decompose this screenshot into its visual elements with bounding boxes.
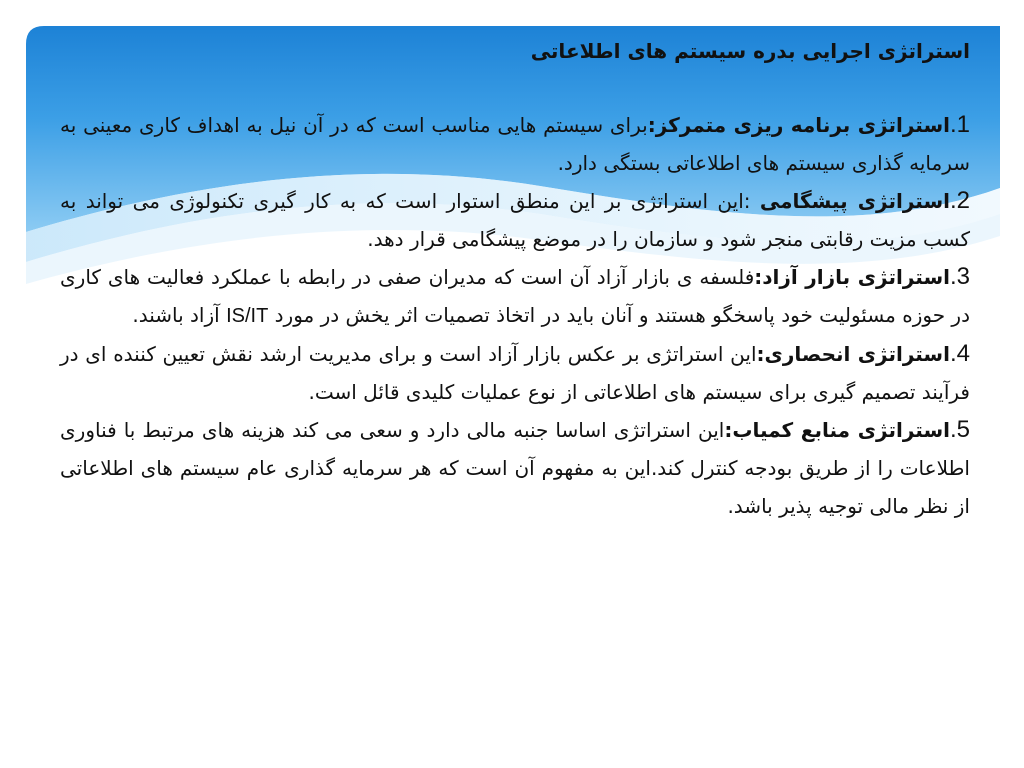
item-label: استراتژی پیشگامی — [759, 189, 950, 213]
slide-title: استراتژی اجرایی بدره سیستم های اطلاعاتی — [530, 39, 970, 63]
item-label: استراتژی برنامه ریزی متمرکز: — [647, 113, 950, 137]
list-item — [60, 106, 970, 182]
is-it-term: IS/IT — [226, 305, 269, 327]
item-number: 4. — [949, 340, 970, 367]
item-text: برای سیستم هایی مناسب است که در آن نیل به اهداف کاری معینی به سرمایه گذاری سیستم های اطلاعاتی بستگی دارد. — [60, 113, 970, 175]
item-number: 5. — [949, 416, 970, 443]
item-text: این استراتژی بر عکس بازار آزاد است و برای مدیریت ارشد نقش تعیین کننده ای در فرآیند تصمیم گیری برای سیستم های اطلاعاتی از نوع عملیات کلیدی قائل است. — [60, 342, 970, 404]
item-label: استراتژی منابع کمیاب: — [724, 418, 950, 442]
list-item — [60, 335, 970, 411]
item-number: 3. — [949, 263, 970, 290]
list-item — [60, 182, 970, 258]
item-text: :این استراتژی بر این منطق استوار است که به کار گیری تکنولوژی می تواند به کسب مزیت رقابتی منجر شود و سازمان را در موضع پیشگامی قرار دهد. — [60, 189, 970, 251]
item-text: فلسفه ی بازار آزاد آن است که مدیران صفی در رابطه با عملکرد فعالیت های کاری در حوزه مسئولیت خود پاسخگو هستند و آنان باید در اتخاذ تصمیات اثر یخش در مورد — [60, 265, 970, 327]
item-label: استراتژی انحصاری: — [756, 342, 950, 366]
item-label: استراتژی بازار آزاد: — [754, 265, 950, 289]
list-item — [60, 411, 970, 525]
list-item — [60, 258, 970, 335]
item-number: 1. — [949, 111, 970, 138]
slide-content — [60, 32, 970, 525]
item-text: این استراتژی اساسا جنبه مالی دارد و سعی می کند هزینه های مرتبط با فناوری اطلاعات را از طریق بودجه کنترل کند.این به مفهوم آن است که هر سرمایه گذاری عام سیستم های اطلاعاتی از نظر مالی توجیه پذیر باشد. — [60, 418, 970, 518]
item-number: 2. — [949, 187, 970, 214]
item-text-after: آزاد باشند. — [132, 303, 227, 327]
